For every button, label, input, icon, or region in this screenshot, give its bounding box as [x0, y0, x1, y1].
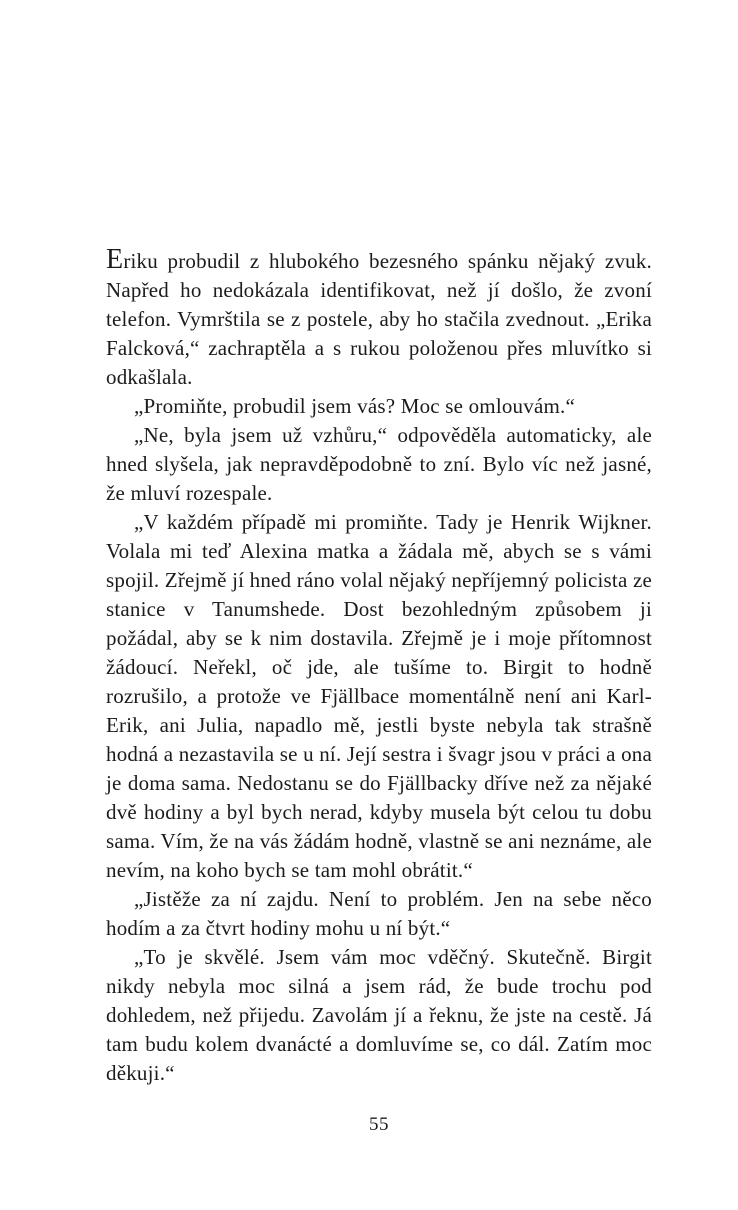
- paragraph: „To je skvělé. Jsem vám moc vděčný. Skutečně. Birgit nikdy nebyla moc silná a jsem rád, že bude trochu pod dohledem, než přijedu. Zavolám jí a řeknu, že jste na cestě. Já tam budu kolem dvanácté a domluvíme se, co dál. Zatím moc děkuji.“: [106, 945, 652, 1085]
- paragraph-text: riku probudil z hlubokého bezesného spánku nějaký zvuk. Napřed ho nedokázala identifikovat, než jí došlo, že zvoní telefon. Vymrštila se z postele, aby ho stačila zvednout. „Erika Falcková,“ zachraptěla a s rukou položenou přes mluvítko si odkašlala.: [106, 249, 652, 389]
- paragraph: „V každém případě mi promiňte. Tady je Henrik Wijkner. Volala mi teď Alexina matka a žádala mě, abych se s vámi spojil. Zřejmě jí hned ráno volal nějaký nepříjemný policista ze stanice v Tanumshede. Dost bezohledným způsobem ji požádal, aby se k nim dostavila. Zřejmě je i moje přítomnost žádoucí. Neřekl, oč jde, ale tušíme to. Birgit to hodně rozrušilo, a protože ve Fjällbace momentálně není ani Karl-Erik, ani Julia, napadlo mě, jestli byste nebyla tak strašně hodná a nezastavila se u ní. Její sestra i švagr jsou v práci a ona je doma sama. Nedostanu se do Fjällbacky dříve než za nějaké dvě hodiny a byl bych nerad, kdyby musela být celou tu dobu sama. Vím, že na vás žádám hodně, vlastně se ani neznáme, ale nevím, na koho bych se tam mohl obrátit.“: [106, 510, 652, 882]
- paragraph: „Promiňte, probudil jsem vás? Moc se omlouvám.“: [134, 394, 575, 418]
- body-text: [106, 246, 652, 1088]
- paragraph: [106, 246, 652, 392]
- page-number: 55: [369, 1114, 389, 1135]
- paragraph: „Ne, byla jsem už vzhůru,“ odpověděla automaticky, ale hned slyšela, jak nepravděpodobně to zní. Bylo víc než jasné, že mluví rozespale.: [106, 423, 652, 505]
- paragraph: „Jistěže za ní zajdu. Není to problém. Jen na sebe něco hodím a za čtvrt hodiny mohu u ní být.“: [106, 887, 652, 940]
- initial-capital: E: [106, 244, 124, 275]
